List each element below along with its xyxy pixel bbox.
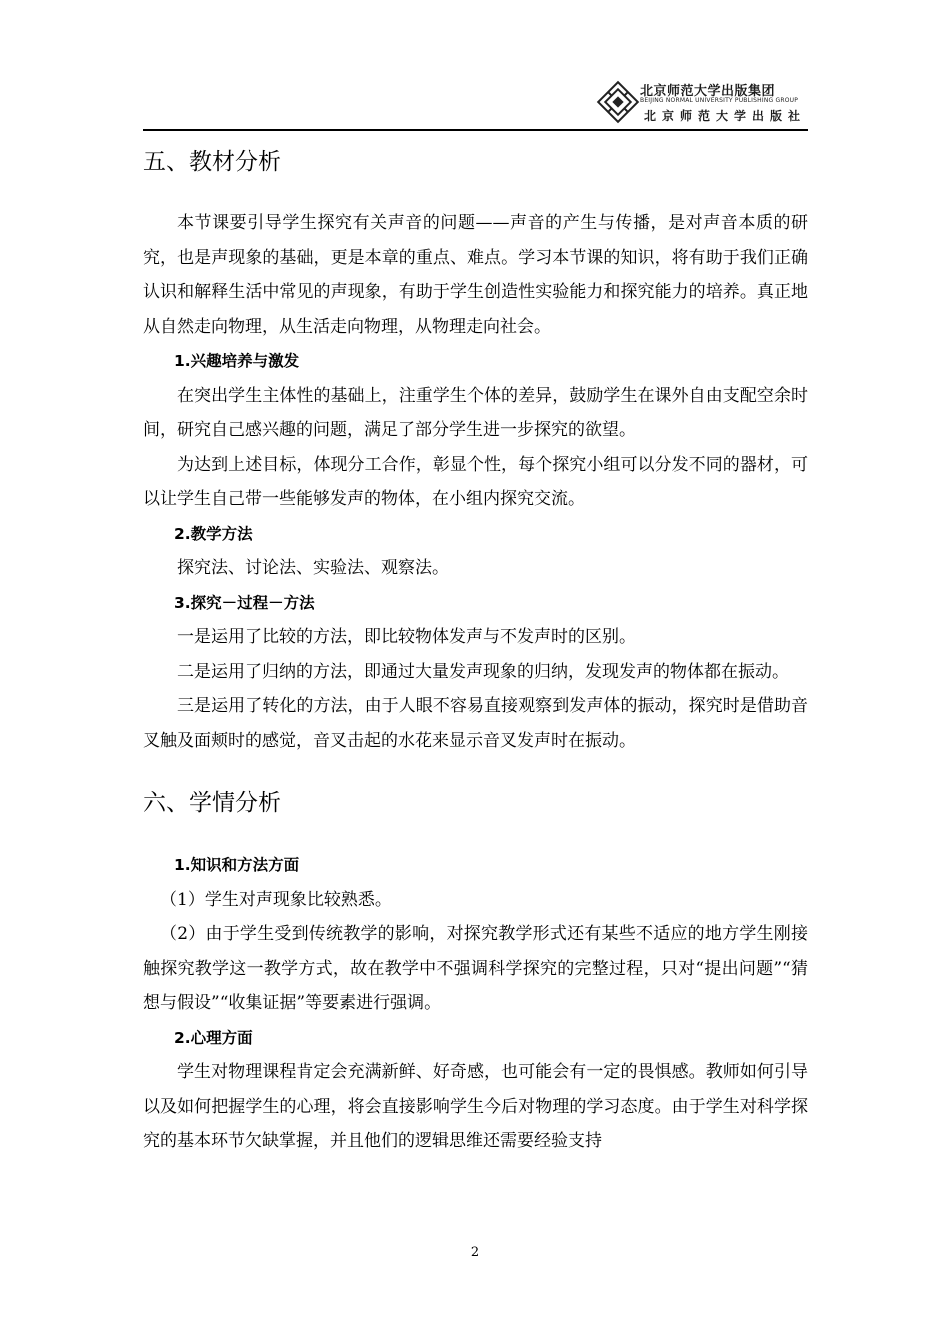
paragraph: （2）由于学生受到传统教学的影响，对探究教学形式还有某些不适应的地方学生刚接触探究教学这一教学方式，故在教学中不强调科学探究的完整过程，只对“提出问题”“猜想与假设”“收集证据”等要素进行强调。 — [143, 924, 808, 1013]
paragraph: （1）学生对声现象比较熟悉。 — [160, 889, 392, 910]
section-heading-textbook-analysis: 五、教材分析 — [143, 149, 281, 175]
page-number: 2 — [470, 1245, 480, 1260]
subheading: 1.兴趣培养与激发 — [174, 352, 300, 370]
document-body — [143, 138, 808, 1159]
paragraph: 三是运用了转化的方法，由于人眼不容易直接观察到发声体的振动，探究时是借助音叉触及面颊时的感觉，音叉击起的水花来显示音叉发声时在振动。 — [143, 696, 808, 751]
subheading: 2.教学方法 — [174, 524, 253, 543]
paragraph: 探究法、讨论法、实验法、观察法。 — [177, 558, 449, 578]
publisher-name-en: BEIJING NORMAL UNIVERSITY PUBLISHING GROUP — [640, 97, 799, 104]
paragraph: 二是运用了归纳的方法，即通过大量发声现象的归纳，发现发声的物体都在振动。 — [177, 661, 789, 682]
publisher-subname: 北京师范大学出版社 — [644, 109, 807, 123]
header-divider — [143, 129, 808, 131]
publisher-logo — [596, 80, 816, 124]
section-heading-learner-analysis: 六、学情分析 — [143, 790, 281, 816]
paragraph: 为达到上述目标，体现分工合作，彰显个性，每个探究小组可以分发不同的器材，可以让学生自己带一些能够发声的物体，在小组内探究交流。 — [143, 454, 808, 509]
subheading: 1.知识和方法方面 — [174, 856, 300, 874]
subheading: 2.心理方面 — [174, 1028, 253, 1047]
paragraph: 一是运用了比较的方法，即比较物体发声与不发声时的区别。 — [177, 627, 636, 647]
publisher-emblem-icon — [596, 80, 640, 124]
subheading: 3.探究－过程－方法 — [174, 593, 315, 612]
publisher-name-cn: 北京师范大学出版集团 — [640, 84, 776, 99]
paragraph: 本节课要引导学生探究有关声音的问题——声音的产生与传播，是对声音本质的研究，也是声现象的基础，更是本章的重点、难点。学习本节课的知识，将有助于我们正确认识和解释生活中常见的声现象，有助于学生创造性实验能力和探究能力的培养。真正地从自然走向物理，从生活走向物理，从物理走向社会。 — [143, 213, 808, 337]
paragraph: 学生对物理课程肯定会充满新鲜、好奇感，也可能会有一定的畏惧感。教师如何引导以及如何把握学生的心理，将会直接影响学生今后对物理的学习态度。由于学生对科学探究的基本环节欠缺掌握，并且他们的逻辑思维还需要经验支持 — [143, 1062, 808, 1151]
paragraph: 在突出学生主体性的基础上，注重学生个体的差异，鼓励学生在课外自由支配空余时间，研究自己感兴趣的问题，满足了部分学生进一步探究的欲望。 — [143, 385, 808, 440]
